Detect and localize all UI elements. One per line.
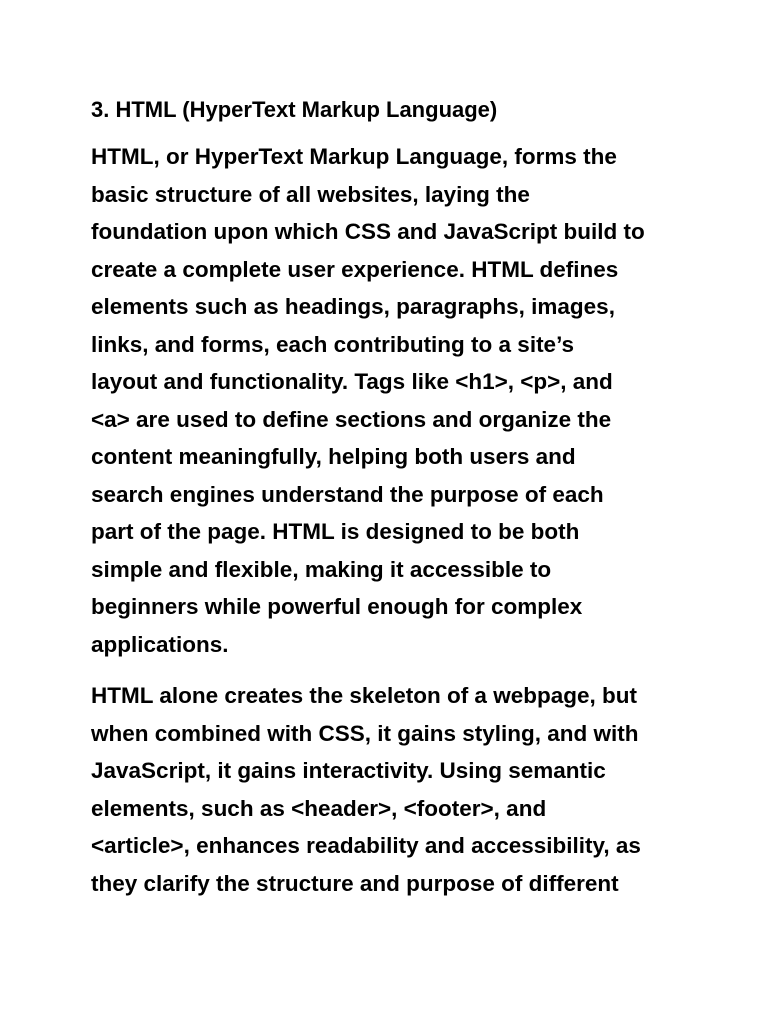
text-line: basic structure of all websites, laying the [91, 181, 530, 207]
text-line: create a complete user experience. HTML defines [91, 256, 619, 282]
document-body [91, 94, 691, 916]
text-line: links, and forms, each contributing to a site’s [91, 331, 575, 357]
text-line: HTML, or HyperText Markup Language, forms the [91, 144, 617, 169]
text-line: <a> are used to define sections and organize the [91, 406, 612, 432]
text-line: search engines understand the purpose of each [91, 481, 604, 507]
paragraph-1 [91, 138, 691, 663]
text-line: elements such as headings, paragraphs, images, [91, 294, 615, 319]
text-line: <article>, enhances readability and accessibility, as [91, 833, 641, 858]
section-heading: 3. HTML (HyperText Markup Language) [91, 97, 498, 122]
text-line: JavaScript, it gains interactivity. Using semantic [91, 758, 606, 783]
text-line: beginners while powerful enough for complex [91, 594, 583, 619]
text-line: foundation upon which CSS and JavaScript build to [91, 219, 645, 244]
text-line: layout and functionality. Tags like <h1>, <p>, and [91, 369, 613, 394]
text-line: part of the page. HTML is designed to be both [91, 519, 580, 544]
text-line: elements, such as <header>, <footer>, and [91, 795, 547, 821]
paragraph-2 [91, 677, 691, 902]
text-line: simple and flexible, making it accessible to [91, 556, 552, 582]
text-line: applications. [91, 631, 229, 657]
text-line: content meaningfully, helping both users and [91, 444, 576, 469]
text-line: when combined with CSS, it gains styling, and with [91, 720, 639, 746]
text-line: they clarify the structure and purpose of different [91, 870, 619, 896]
text-line: HTML alone creates the skeleton of a webpage, but [91, 683, 637, 708]
